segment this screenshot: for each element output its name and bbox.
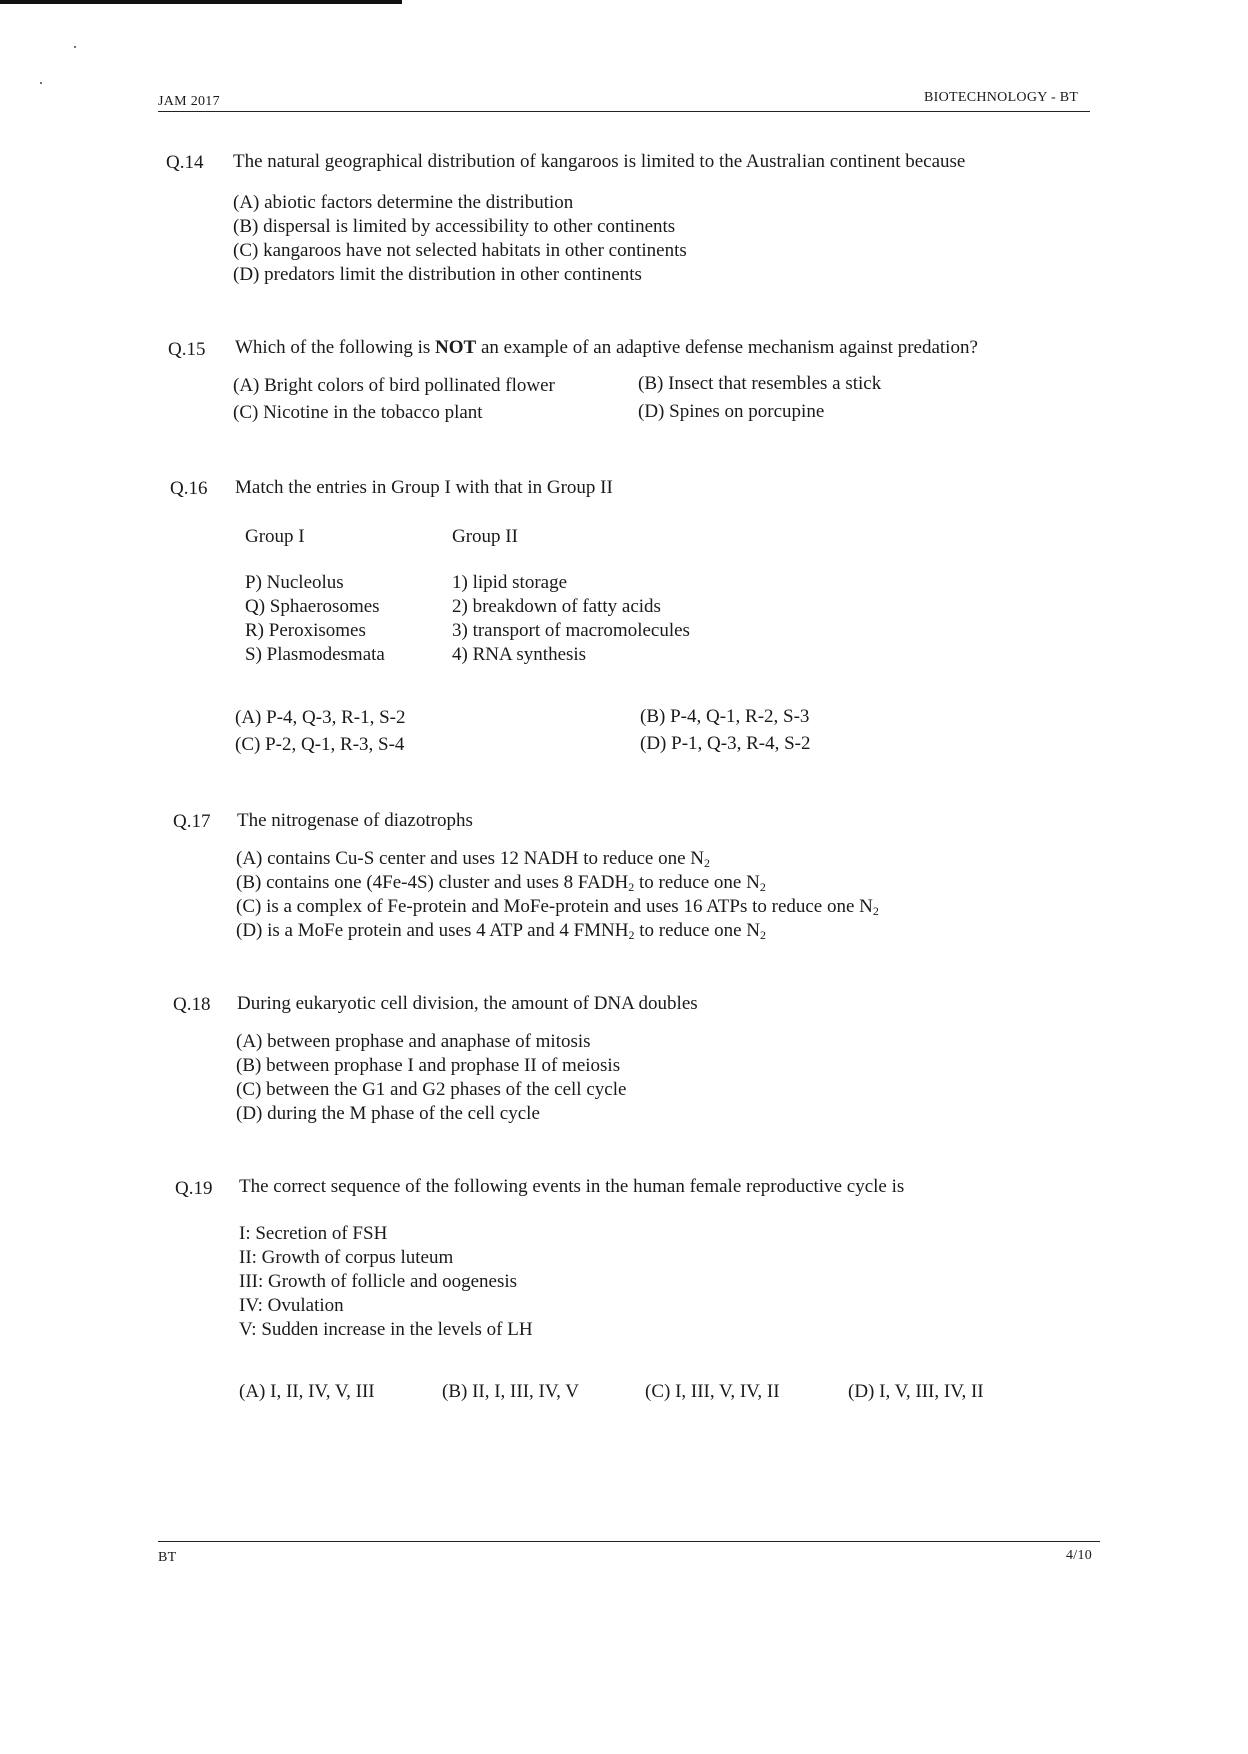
event-item: II: Growth of corpus luteum: [239, 1247, 454, 1268]
group-2-item: 1) lipid storage: [452, 572, 568, 593]
option-d: (D) is a MoFe protein and uses 4 ATP and 4 $FMNH_2$ to reduce one $N_2$: [236, 920, 767, 942]
question-number: Q.18: [173, 994, 211, 1015]
group-2-item: 2) breakdown of fatty acids: [452, 596, 661, 617]
group-2-heading: Group II: [452, 526, 518, 547]
option-a: (A) P-4, Q-3, R-1, S-2: [235, 707, 406, 728]
options-list: [236, 847, 879, 943]
group-1-item: Q) Sphaerosomes: [245, 596, 380, 617]
header-right: BIOTECHNOLOGY - BT: [924, 90, 1079, 105]
question-number: Q.15: [168, 339, 206, 360]
event-item: III: Growth of follicle and oogenesis: [239, 1271, 518, 1292]
group-2-item: 3) transport of macromolecules: [452, 620, 690, 641]
question-number: Q.16: [170, 478, 208, 499]
question-text: During eukaryotic cell division, the amount of DNA doubles: [237, 993, 698, 1014]
question-text: The correct sequence of the following events in the human female reproductive cycle is: [239, 1176, 905, 1197]
option-d: (D) I, V, III, IV, II: [848, 1381, 984, 1402]
emphasis-not: NOT: [435, 337, 477, 358]
question-number: Q.14: [166, 152, 204, 173]
options-list: [233, 191, 687, 287]
option-b: (B) II, I, III, IV, V: [442, 1381, 580, 1402]
option-b: (B) Insect that resembles a stick: [638, 373, 882, 394]
option-a: (A) Bright colors of bird pollinated flower: [233, 375, 555, 396]
option-c: (C) is a complex of Fe-protein and MoFe-protein and uses 16 ATPs to reduce one $N_2$: [236, 896, 879, 918]
option-d: (D) predators limit the distribution in other continents: [233, 264, 642, 285]
footer-left: BT: [158, 1550, 177, 1565]
question-text: The natural geographical distribution of kangaroos is limited to the Australian continent because: [233, 151, 966, 172]
header-left: JAM 2017: [158, 94, 220, 109]
question-number: Q.19: [175, 1178, 213, 1199]
question-number: Q.17: [173, 811, 211, 832]
group-1-item: R) Peroxisomes: [245, 620, 366, 641]
event-item: IV: Ovulation: [239, 1295, 344, 1316]
option-c: (C) Nicotine in the tobacco plant: [233, 402, 483, 423]
option-a: (A) between prophase and anaphase of mitosis: [236, 1031, 591, 1052]
group-1-list: [245, 571, 385, 667]
header-rule: [158, 111, 1090, 112]
event-item: I: Secretion of FSH: [239, 1223, 388, 1244]
option-c: (C) I, III, V, IV, II: [645, 1381, 780, 1402]
group-1-item: P) Nucleolus: [245, 572, 344, 593]
option-c: (C) between the G1 and G2 phases of the cell cycle: [236, 1079, 627, 1100]
option-b: (B) contains one (4Fe-4S) cluster and uses 8 $FADH_2$ to reduce one $N_2$: [236, 872, 766, 894]
option-d: (D) P-1, Q-3, R-4, S-2: [640, 733, 811, 754]
group-1-item: S) Plasmodesmata: [245, 644, 385, 665]
option-c: (C) kangaroos have not selected habitats in other continents: [233, 240, 687, 261]
group-1-heading: Group I: [245, 526, 305, 547]
option-b: (B) P-4, Q-1, R-2, S-3: [640, 706, 810, 727]
option-c: (C) P-2, Q-1, R-3, S-4: [235, 734, 405, 755]
option-b: (B) between prophase I and prophase II of meiosis: [236, 1055, 621, 1076]
scan-speck: [40, 82, 42, 84]
footer-rule: [158, 1541, 1100, 1542]
group-2-item: 4) RNA synthesis: [452, 644, 587, 665]
group-2-list: [452, 571, 690, 667]
question-text: Which of the following is NOT an example of an adaptive defense mechanism against predation?: [235, 337, 978, 358]
options-list: [236, 1030, 626, 1126]
scan-speck: [74, 46, 76, 48]
option-a: (A) contains Cu-S center and uses 12 NADH to reduce one $N_2$: [236, 848, 711, 870]
question-text: Match the entries in Group I with that in Group II: [235, 477, 613, 498]
question-text: The nitrogenase of diazotrophs: [237, 810, 473, 831]
event-item: V: Sudden increase in the levels of LH: [239, 1319, 533, 1340]
page-number: 4/10: [1066, 1548, 1093, 1563]
events-list: [239, 1222, 533, 1342]
option-d: (D) Spines on porcupine: [638, 401, 825, 422]
option-a: (A) abiotic factors determine the distribution: [233, 192, 574, 213]
option-b: (B) dispersal is limited by accessibility to other continents: [233, 216, 676, 237]
scan-edge-bar: [0, 0, 402, 4]
option-d: (D) during the M phase of the cell cycle: [236, 1103, 540, 1124]
option-a: (A) I, II, IV, V, III: [239, 1381, 375, 1402]
